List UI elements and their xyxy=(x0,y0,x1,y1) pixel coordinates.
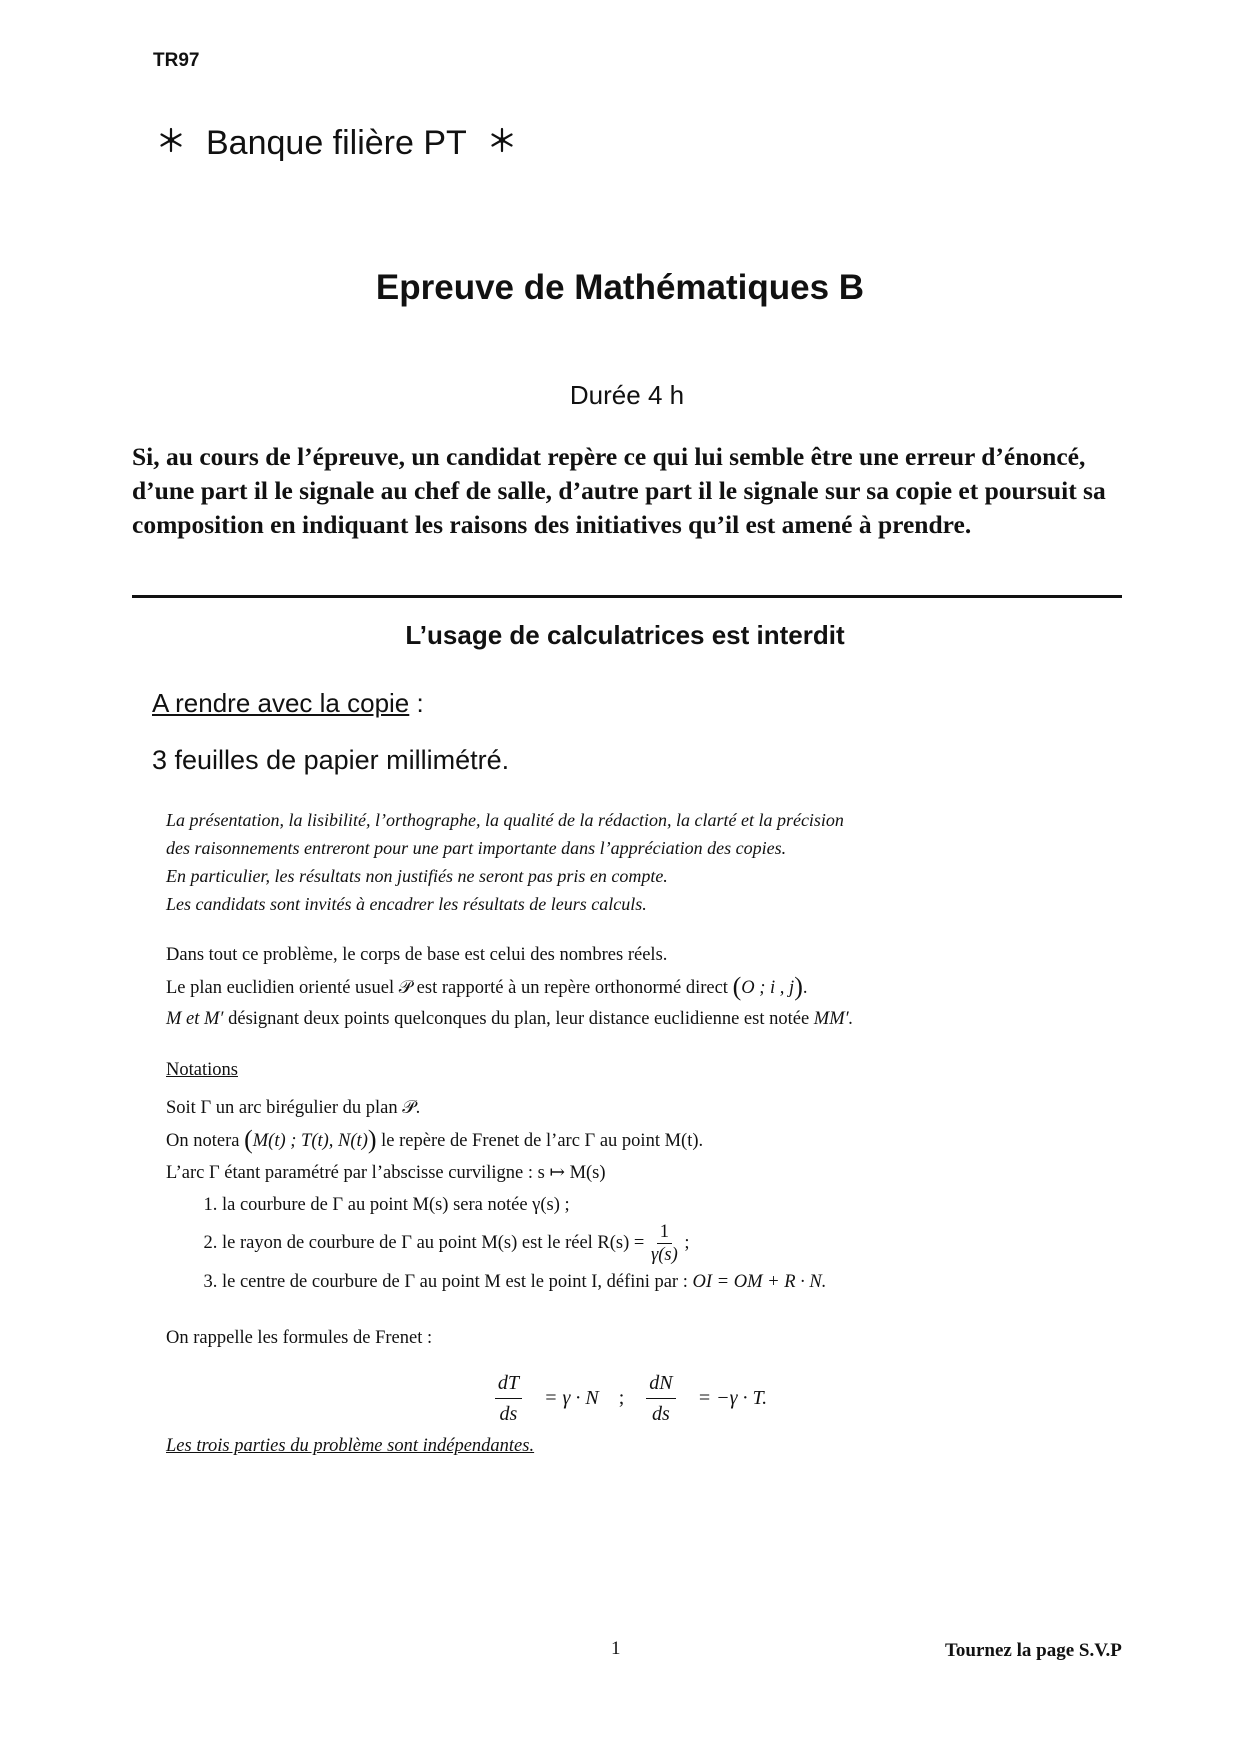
formula-separator: ; xyxy=(618,1387,625,1409)
paren-close: ) xyxy=(367,1125,377,1154)
intro-line-1: Dans tout ce problème, le corps de base est celui des nombres réels. xyxy=(166,945,668,965)
independence-note: Les trois parties du problème sont indépendantes. xyxy=(166,1436,535,1456)
list-item xyxy=(222,1266,1126,1298)
instruction-line: des raisonnements entreront pour une part importante dans l’appréciation des copies. xyxy=(166,838,787,858)
turn-page-note: Tournez la page S.V.P xyxy=(945,1640,1122,1661)
notations-body xyxy=(166,1092,1126,1298)
notations-line-2 xyxy=(166,1124,1126,1157)
points-names: M et M′ xyxy=(166,1009,224,1029)
fraction-numerator: 1 xyxy=(657,1221,672,1244)
fraction-numerator: dT xyxy=(495,1368,522,1399)
rendre-heading xyxy=(152,688,424,719)
paren-close: ) xyxy=(794,972,803,1001)
fraction xyxy=(651,1221,678,1266)
instruction-line: En particulier, les résultats non justifiés ne seront pas pris en compte. xyxy=(166,866,668,886)
repere-math: O ; i , j xyxy=(741,978,795,998)
fraction-numerator: dN xyxy=(646,1368,675,1399)
fraction xyxy=(495,1368,522,1429)
fraction-denominator: ds xyxy=(652,1403,670,1425)
formula-rhs: = γ · N xyxy=(543,1387,599,1409)
frenet-frame-math: M(t) ; T(t), N(t) xyxy=(252,1131,368,1151)
instructions xyxy=(166,806,1086,918)
feuilles-line: 3 feuilles de papier millimétré. xyxy=(152,745,510,775)
intro-line-3-text: désignant deux points quelconques du plan, leur distance euclidienne est notée xyxy=(223,1009,814,1029)
intro-line-2: Le plan euclidien orienté usuel 𝒫 est rapporté à un repère orthonormé direct (O ; i , j). xyxy=(166,972,808,1001)
list-item xyxy=(222,1189,1126,1221)
distance-notation: MM′. xyxy=(813,1009,854,1029)
paren-open: ( xyxy=(732,972,742,1001)
notations-line-2-start: On notera xyxy=(166,1131,240,1151)
intro-line-2-text: Le plan euclidien orienté usuel 𝒫 est rapporté à un repère orthonormé direct xyxy=(166,978,728,998)
notation-list xyxy=(166,1189,1126,1298)
frenet-recall: On rappelle les formules de Frenet : xyxy=(166,1328,433,1348)
rendre-suffix: : xyxy=(409,688,424,718)
instruction-line: Les candidats sont invités à encadrer les résultats de leurs calculs. xyxy=(166,894,647,914)
item-3-text: le centre de courbure de Γ au point M est le point I, défini par : xyxy=(222,1272,688,1293)
banque-label: Banque filière PT xyxy=(206,124,467,162)
notations-line-3: L’arc Γ étant paramétré par l’abscisse curviligne : s ↦ M(s) xyxy=(166,1163,606,1183)
notations-title: Notations xyxy=(166,1060,238,1080)
banque-heading xyxy=(158,124,515,163)
instruction-line: La présentation, la lisibilité, l’orthographe, la qualité de la rédaction, la clarté et la précision xyxy=(166,810,844,830)
intro xyxy=(166,940,1126,1035)
item-2-end: ; xyxy=(684,1233,690,1253)
divider xyxy=(132,595,1122,598)
fraction-denominator: ds xyxy=(499,1403,518,1425)
list-item xyxy=(222,1221,1126,1266)
notations-line-1: Soit Γ un arc birégulier du plan 𝒫. xyxy=(166,1098,421,1118)
page-number: 1 xyxy=(611,1638,621,1659)
rendre-label: A rendre avec la copie xyxy=(152,688,410,718)
error-warning: Si, au cours de l’épreuve, un candidat repère ce qui lui semble être une erreur d’énoncé, d’une part il le signale au chef de salle, d’autre part il le signale sur sa copie et poursuit sa composition en indiquant les raisons des initiatives qu’il est amené à prendre. xyxy=(132,442,1106,539)
snowflake-star-icon xyxy=(158,127,184,160)
fraction xyxy=(646,1368,675,1429)
item-1-text: la courbure de Γ au point M(s) sera notée γ(s) ; xyxy=(222,1195,570,1215)
formula-rhs: = −γ · T. xyxy=(697,1387,768,1409)
duration: Durée 4 h xyxy=(569,380,685,410)
paren-open: ( xyxy=(244,1125,253,1154)
intro-line-3 xyxy=(166,1004,1126,1035)
calculator-notice: L’usage de calculatrices est interdit xyxy=(405,620,845,650)
snowflake-star-icon xyxy=(489,127,515,160)
item-2-text: le rayon de courbure de Γ au point M(s) est le réel R(s) = xyxy=(222,1233,645,1253)
page-title: Epreuve de Mathématiques B xyxy=(375,268,865,307)
frenet-formulas xyxy=(0,1368,1240,1429)
notations-line-2-end: le repère de Frenet de l’arc Γ au point M(t). xyxy=(381,1131,704,1151)
fraction-denominator: γ(s) xyxy=(650,1245,678,1266)
center-formula: OI = OM + R · N. xyxy=(692,1272,827,1293)
exam-code: TR97 xyxy=(153,50,200,71)
